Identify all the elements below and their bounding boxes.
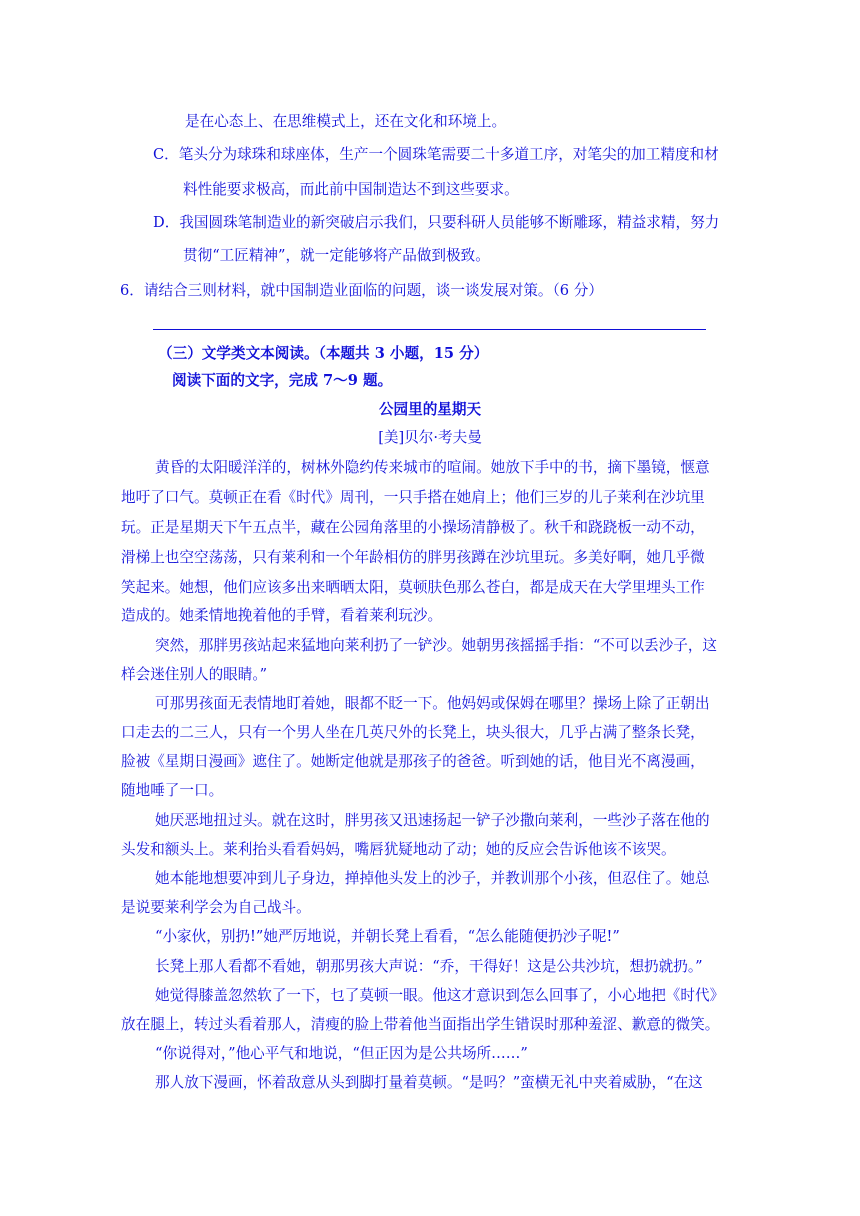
article-line: 玩。正是星期天下午五点半，藏在公园角落里的小操场清静极了。秋千和跷跷板一动不动，: [121, 519, 705, 536]
article-line: 她觉得膝盖忽然软了一下，乜了莫顿一眼。他这才意识到怎么回事了，小心地把《时代》: [155, 987, 725, 1004]
article-line: 脸被《星期日漫画》遮住了。她断定他就是那孩子的爸爸。听到她的话，他目光不离漫画，: [121, 753, 705, 770]
section-3-heading: （三）文学类文本阅读。（本题共 3 小题，15 分）: [158, 345, 489, 362]
article-line: 那人放下漫画，怀着敌意从头到脚打量着莫顿。“是吗？”蛮横无礼中夹着威胁，“在这: [155, 1074, 703, 1091]
question-6-prompt: 6．请结合三则材料，就中国制造业面临的问题，谈一谈发展对策。（6 分）: [120, 282, 603, 299]
article-line: 头发和额头上。莱利抬头看看妈妈，嘴唇犹疑地动了动；她的反应会告诉他该不该哭。: [121, 841, 676, 858]
question-5-option-b-continuation: 是在心态上、在思维模式上，还在文化和环境上。: [185, 113, 507, 130]
article-line: 长凳上那人看都不看她，朝那男孩大声说：“乔，干得好！这是公共沙坑，想扔就扔。”: [155, 958, 703, 975]
article-line: 突然，那胖男孩站起来猛地向莱利扔了一铲沙。她朝男孩摇摇手指：“不可以丢沙子，这: [155, 637, 718, 654]
article-line: 造成的。她柔情地挽着他的手臂，看着莱利玩沙。: [121, 607, 443, 624]
article-author: [美]贝尔·考夫曼: [378, 429, 482, 446]
article-line: 是说要莱利学会为自己战斗。: [121, 899, 311, 916]
article-line: 笑起来。她想，他们应该多出来晒晒太阳，莫顿肤色那么苍白，都是成天在大学里埋头工作: [121, 579, 705, 596]
article-line: 地吁了口气。莫顿正在看《时代》周刊，一只手搭在她肩上；他们三岁的儿子莱利在沙坑里: [121, 489, 705, 506]
article-line: 随地唾了一口。: [121, 782, 224, 799]
article-line: 可那男孩面无表情地盯着她，眼都不眨一下。他妈妈或保姆在哪里？操场上除了正朝出: [155, 695, 710, 712]
answer-line: [153, 329, 706, 330]
article-line: 放在腿上，转过头看着那人，清瘦的脸上带着他当面指出学生错误时那种羞涩、歉意的微笑。: [121, 1016, 720, 1033]
article-line: 她本能地想要冲到儿子身边，掸掉他头发上的沙子，并教训那个小孩，但忍住了。她总: [155, 870, 710, 887]
article-line: “你说得对，”他心平气和地说，“但正因为是公共场所……”: [155, 1045, 528, 1062]
article-line: 滑梯上也空空荡荡，只有莱利和一个年龄相仿的胖男孩蹲在沙坑里玩。多美好啊，她几乎微: [121, 549, 705, 566]
article-line: 口走去的二三人，只有一个男人坐在几英尺外的长凳上，块头很大，几乎占满了整条长凳，: [121, 724, 705, 741]
section-3-instruction: 阅读下面的文字，完成 7～9 题。: [172, 372, 393, 389]
article-line: 样会迷住别人的眼睛。”: [121, 666, 268, 683]
article-title: 公园里的星期天: [378, 401, 482, 418]
article-line: “小家伙，别扔!”她严厉地说，并朝长凳上看看，“怎么能随便扔沙子呢!”: [155, 928, 620, 945]
article-line: 黄昏的太阳暖洋洋的，树林外隐约传来城市的喧闹。她放下手中的书，摘下墨镜，惬意: [155, 459, 710, 476]
question-5-option-d-line-2: 贯彻“工匠精神”，就一定能够将产品做到极致。: [183, 247, 490, 264]
article-line: 她厌恶地扭过头。就在这时，胖男孩又迅速扬起一铲子沙撒向莱利，一些沙子落在他的: [155, 812, 710, 829]
question-5-option-c-line-1: C．笔头分为球珠和球座体，生产一个圆珠笔需要二十多道工序，对笔尖的加工精度和材: [153, 146, 719, 163]
question-5-option-d-line-1: D．我国圆珠笔制造业的新突破启示我们，只要科研人员能够不断雕琢，精益求精，努力: [153, 214, 720, 231]
question-5-option-c-line-2: 料性能要求极高，而此前中国制造达不到这些要求。: [183, 181, 519, 198]
